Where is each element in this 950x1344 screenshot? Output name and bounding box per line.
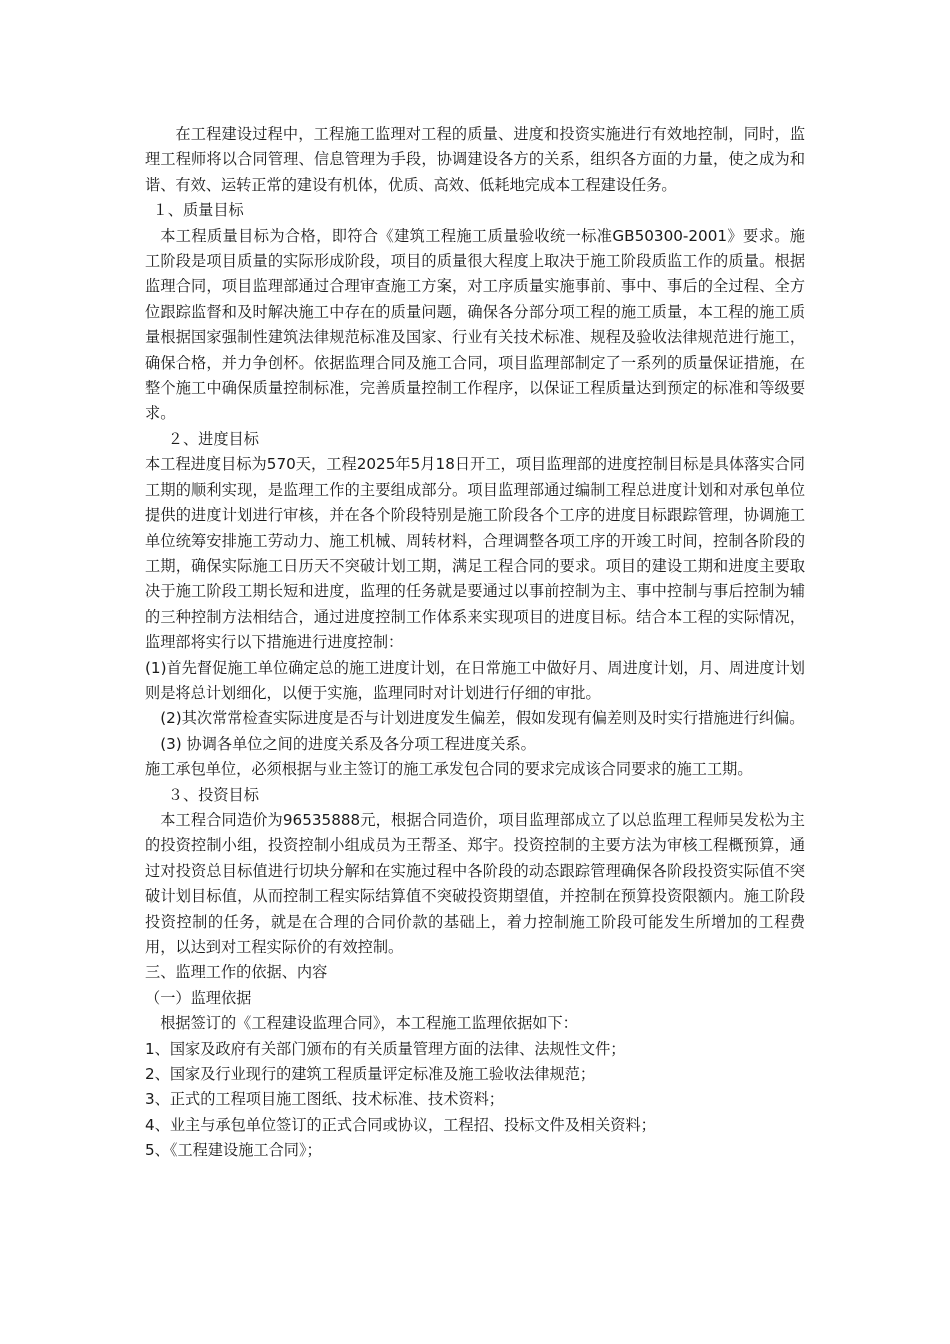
schedule-closing: 施工承包单位，必须根据与业主签订的施工承发包合同的要求完成该合同要求的施工工期。 <box>145 760 753 779</box>
investment-heading: ３、投资目标 <box>167 785 259 804</box>
section3-subheading: （一）监理依据 <box>145 988 252 1007</box>
section3-heading: 三、监理工作的依据、内容 <box>145 963 328 982</box>
document-page <box>145 122 805 1164</box>
basis-item: 5、《工程建设施工合同》； <box>145 1141 322 1160</box>
quality-paragraph: 本工程质量目标为合格，即符合《建筑工程施工质量验收统一标准GB50300-2001》要求。施工阶段是项目质量的实际形成阶段，项目的质量很大程度上取决于施工阶段质监工作的质量。根据监理合同，项目监理部通过合理审查施工方案，对工序质量实施事前、事中、事后的全过程、全方位跟踪监督和及时解决施工中存在的质量问题，确保各分部分项工程的施工质量，本工程的施工质量根据国家强制性建筑法律规范标准及国家、行业有关技术标准、规程及验收法律规范进行施工，确保合格，并力争创杯。依据监理合同及施工合同，项目监理部制定了一系列的质量保证措施，在整个施工中确保质量控制标准，完善质量控制工作程序，以保证工程质量达到预定的标准和等级要求。 <box>145 226 805 423</box>
schedule-item-3: (3) 协调各单位之间的进度关系及各分项工程进度关系。 <box>160 734 536 753</box>
basis-item: 3、正式的工程项目施工图纸、技术标准、技术资料； <box>145 1090 504 1109</box>
schedule-item-1: (1)首先督促施工单位确定总的施工进度计划，在日常施工中做好月、周进度计划，月、周进度计划则是将总计划细化，以便于实施，监理同时对计划进行仔细的审批。 <box>145 658 805 702</box>
schedule-heading: ２、进度目标 <box>167 429 259 448</box>
schedule-paragraph: 本工程进度目标为570天，工程2025年5月18日开工，项目监理部的进度控制目标是具体落实合同工期的顺利实现，是监理工作的主要组成部分。项目监理部通过编制工程总进度计划和对承包单位提供的进度计划进行审核，并在各个阶段特别是施工阶段各个工序的进度目标跟踪管理，协调施工单位统筹安排施工劳动力、施工机械、周转材料，合理调整各项工序的开竣工时间，控制各阶段的工期，确保实际施工日历天不突破计划工期，满足工程合同的要求。项目的建设工期和进度主要取决于施工阶段工期长短和进度，监理的任务就是要通过以事前控制为主、事中控制与事后控制为辅的三种控制方法相结合，通过进度控制工作体系来实现项目的进度目标。结合本工程的实际情况，监理部将实行以下措施进行进度控制： <box>145 455 805 652</box>
basis-item: 1、国家及政府有关部门颁布的有关质量管理方面的法律、法规性文件； <box>145 1039 626 1058</box>
intro-paragraph: 在工程建设过程中，工程施工监理对工程的质量、进度和投资实施进行有效地控制，同时，监理工程师将以合同管理、信息管理为手段，协调建设各方的关系，组织各方面的力量，使之成为和谐、有效、运转正常的建设有机体，优质、高效、低耗地完成本工程建设任务。 <box>145 125 805 194</box>
investment-paragraph: 本工程合同造价为96535888元，根据合同造价，项目监理部成立了以总监理工程师吴发松为主的投资控制小组，投资控制小组成员为王帮圣、郑宇。投资控制的主要方法为审核工程概预算，通过对投资总目标值进行切块分解和在实施过程中各阶段的动态跟踪管理确保各阶段投资实际值不突破计划目标值，从而控制工程实际结算值不突破投资期望值，并控制在预算投资限额内。施工阶段投资控制的任务，就是在合理的合同价款的基础上，着力控制施工阶段可能发生所增加的工程费用，以达到对工程实际价的有效控制。 <box>145 810 805 956</box>
quality-heading: １、质量目标 <box>152 201 244 220</box>
basis-item: 4、业主与承包单位签订的正式合同或协议，工程招、投标文件及相关资料； <box>145 1115 656 1134</box>
basis-item: 2、国家及行业现行的建筑工程质量评定标准及施工验收法律规范； <box>145 1065 596 1084</box>
schedule-item-2: (2)其次常常检查实际进度是否与计划进度发生偏差，假如发现有偏差则及时实行措施进行纠偏。 <box>160 709 805 728</box>
section3-lead: 根据签订的《工程建设监理合同》，本工程施工监理依据如下： <box>160 1014 578 1033</box>
